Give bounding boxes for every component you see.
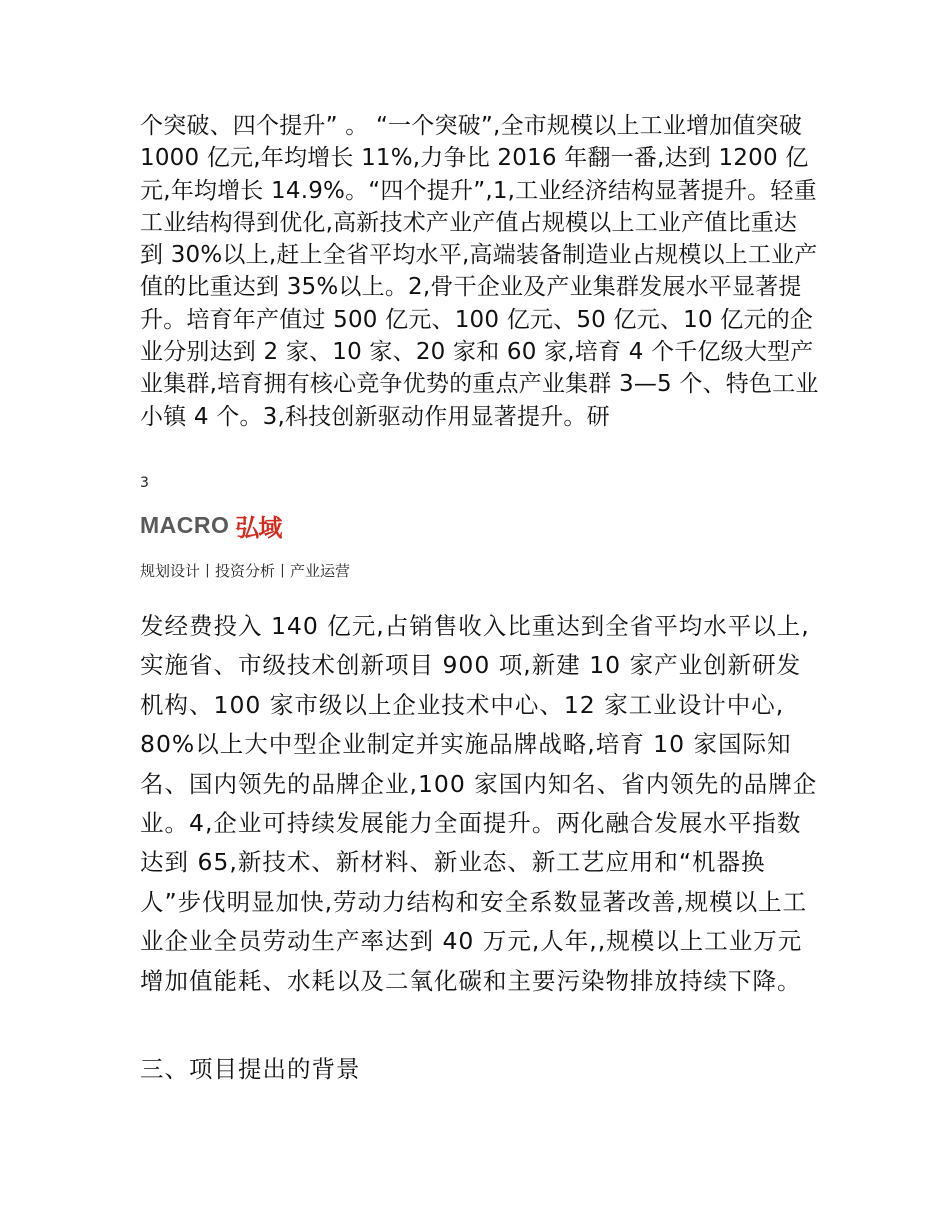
page-number: 3 (140, 475, 149, 491)
logo-latin-text: MACRO (140, 511, 230, 538)
section-heading: 三、项目提出的背景 (140, 1055, 361, 1083)
body-paragraph: 发经费投入 140 亿元,占销售收入比重达到全省平均水平以上,实施省、市级技术创新项目 900 项,新建 10 家产业创新研发机构、100 家市级以上企业技术中心、12 家工业设计中心, 80%以上大中型企业制定并实施品牌战略,培育 10 家国际知名、国内领先的品牌企业,100 家国内知名、省内领先的品牌企业。4,企业可持续发展能力全面提升。两化融合发展水平指数达到 65,新技术、新材料、新业态、新工艺应用和“机器换人”步伐明显加快,劳动力结构和安全系数显著改善,规模以上工业企业全员劳动生产率达到 40 万元,人年,,规模以上工业万元增加值能耗、水耗以及二氧化碳和主要污染物排放持续下降。 (140, 612, 818, 995)
body-paragraph-continued: 个突破、四个提升” 。 “一个突破”,全市规模以上工业增加值突破 1000 亿元,年均增长 11%,力争比 2016 年翻一番,达到 1200 亿元,年均增长 14.9%。“四个提升”,1,工业经济结构显著提升。轻重工业结构得到优化,高新技术产业产值占规模以上工业产值比重达到 30%以上,赶上全省平均水平,高端装备制造业占规模以上工业产值的比重达到 35%以上。2,骨干企业及产业集群发展水平显著提升。培育年产值过 500 亿元、100 亿元、50 亿元、10 亿元的企业分别达到 2 家、10 家、20 家和 60 家,培育 4 个千亿级大型产业集群,培育拥有核心竞争优势的重点产业集群 3—5 个、特色工业小镇 4 个。3,科技创新驱动作用显著提升。研 (140, 113, 819, 430)
company-logo (140, 510, 281, 540)
header-tagline: 规划设计丨投资分析丨产业运营 (140, 562, 351, 580)
logo-chinese-text: 弘域 (235, 513, 282, 542)
